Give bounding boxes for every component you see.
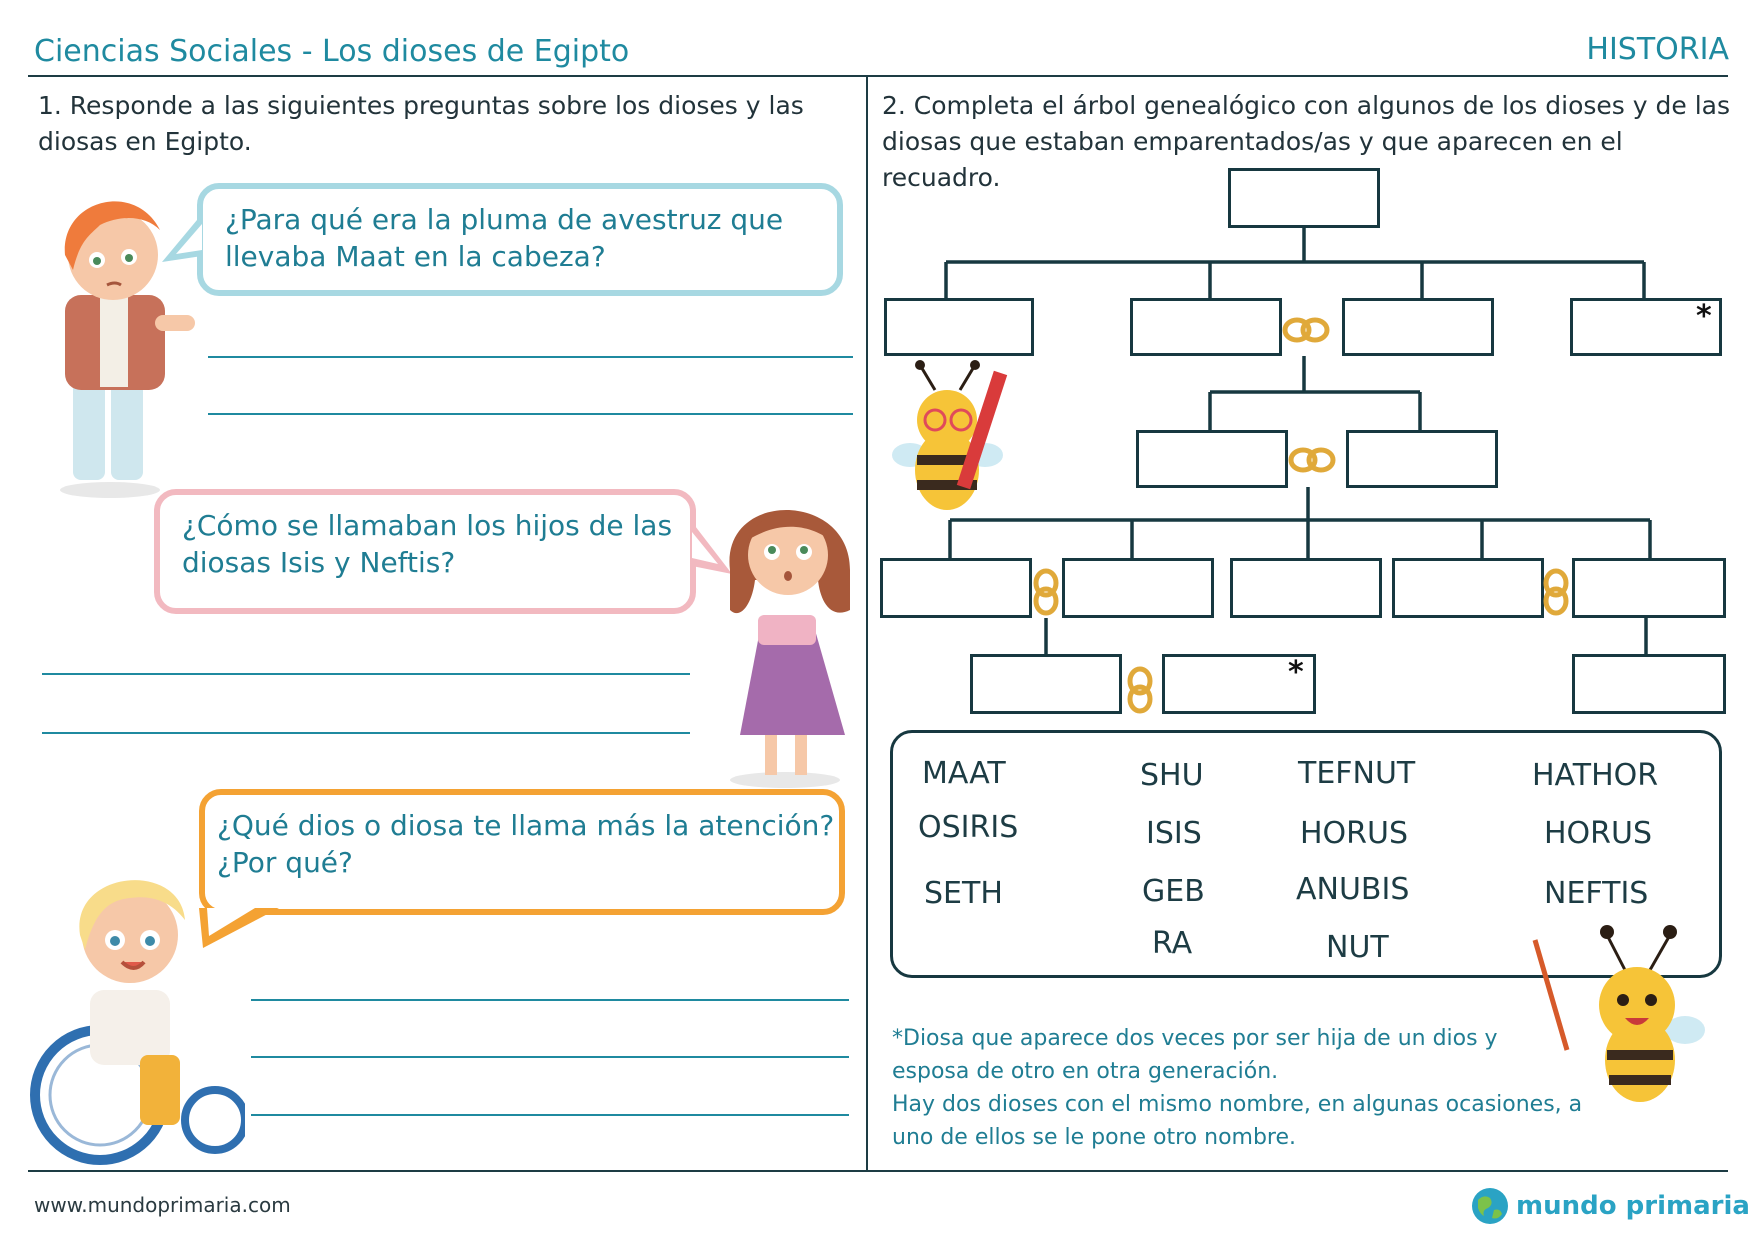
word-bank-item: NEFTIS: [1544, 876, 1649, 911]
tree-box[interactable]: [1346, 430, 1498, 488]
tree-box[interactable]: [880, 558, 1032, 618]
question-2-text: ¿Cómo se llamaban los hijos de las diosas Isis y Neftis?: [182, 509, 673, 579]
tree-box[interactable]: [1136, 430, 1288, 488]
page-title: Ciencias Sociales - Los dioses de Egipto: [34, 34, 630, 69]
star-marker: *: [1696, 299, 1712, 334]
star-marker: *: [1288, 655, 1304, 690]
tree-box[interactable]: [884, 298, 1034, 356]
brand-logo: [1470, 1186, 1750, 1226]
word-bank-item: GEB: [1142, 874, 1205, 909]
word-bank-item: HORUS: [1300, 816, 1409, 851]
bee-with-pencil-illustration: [875, 360, 1020, 520]
tree-box[interactable]: [1062, 558, 1214, 618]
section2-instruction: 2. Completa el árbol genealógico con algunos de los dioses y de las diosas que estaban emparentados/as y que aparecen en el recuadro.: [882, 91, 1730, 192]
word-bank-item: NUT: [1326, 930, 1389, 965]
section1-instruction: 1. Responde a las siguientes preguntas sobre los dioses y las diosas en Egipto.: [38, 91, 804, 156]
tree-box[interactable]: [1572, 558, 1726, 618]
wedding-rings-icon: [1536, 566, 1576, 618]
tree-box[interactable]: [1228, 168, 1380, 228]
tree-box[interactable]: [1342, 298, 1494, 356]
word-bank-item: ANUBIS: [1296, 872, 1410, 907]
tree-box[interactable]: [1230, 558, 1382, 618]
tree-box[interactable]: [970, 654, 1122, 714]
word-bank-item: SHU: [1140, 758, 1204, 793]
wedding-rings-icon: [1120, 664, 1160, 716]
wedding-rings-icon: [1026, 566, 1066, 618]
question-1-text: ¿Para qué era la pluma de avestruz que llevaba Maat en la cabeza?: [225, 203, 784, 273]
word-bank-item: TEFNUT: [1298, 756, 1416, 791]
subject-label: HISTORIA: [1586, 32, 1729, 67]
tree-box[interactable]: [1572, 654, 1726, 714]
word-bank-item: ISIS: [1146, 816, 1202, 851]
word-bank-item: SETH: [924, 876, 1003, 911]
globe-icon: [1470, 1186, 1510, 1226]
website-url[interactable]: www.mundoprimaria.com: [34, 1193, 291, 1217]
question-3-text: ¿Qué dios o diosa te llama más la atención? ¿Por qué?: [217, 809, 835, 879]
word-bank-item: HORUS: [1544, 816, 1653, 851]
logo-text: mundo primaria: [1516, 1191, 1750, 1221]
bee-with-pointer-illustration: [1525, 920, 1705, 1120]
word-bank-item: OSIRIS: [918, 810, 1019, 845]
tree-box[interactable]: [1392, 558, 1544, 618]
footnote-homonym: Hay dos dioses con el mismo nombre, en algunas ocasiones, a uno de ellos se le pone otro nombre.: [892, 1092, 1583, 1150]
word-bank-item: HATHOR: [1532, 758, 1659, 793]
word-bank-item: RA: [1152, 926, 1193, 961]
footnote-star: *Diosa que aparece dos veces por ser hija de un dios y esposa de otro en otra generación.: [892, 1026, 1498, 1084]
word-bank-item: MAAT: [922, 756, 1006, 791]
wedding-rings-icon: [1280, 310, 1332, 350]
tree-box[interactable]: [1130, 298, 1282, 356]
wedding-rings-icon: [1286, 440, 1338, 480]
